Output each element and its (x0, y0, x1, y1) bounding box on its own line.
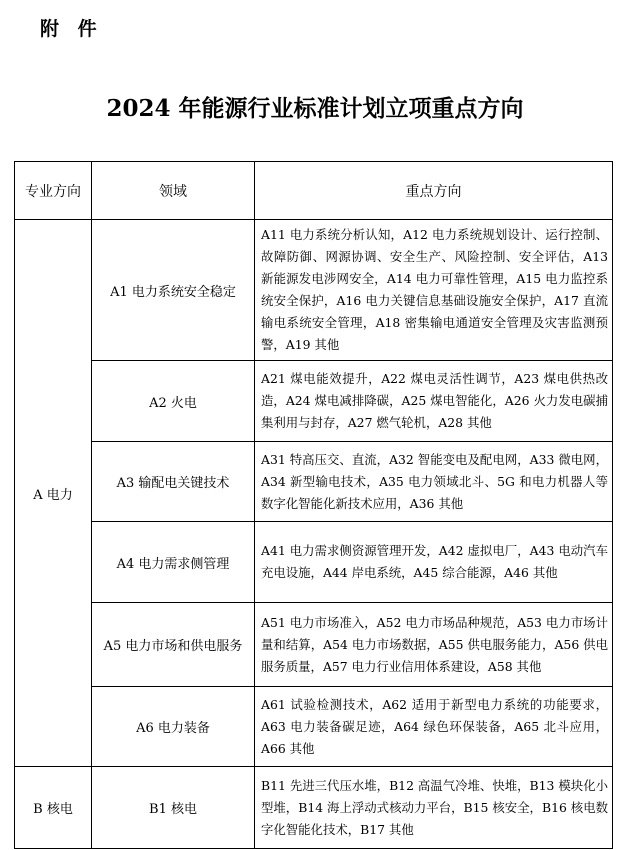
field-cell: A3 输配电关键技术 (92, 442, 255, 522)
focus-cell: A51 电力市场准入，A52 电力市场品种规范，A53 电力市场计量和结算，A54 电力市场数据，A55 供电服务能力，A56 供电服务质量，A57 电力行业信用体系建设，A58 其他 (255, 603, 613, 687)
field-cell: A4 电力需求侧管理 (92, 522, 255, 603)
field-cell: A6 电力装备 (92, 687, 255, 767)
table-header-row (15, 162, 613, 220)
column-header-field: 领域 (92, 162, 255, 220)
field-cell: A2 火电 (92, 361, 255, 442)
table-row (15, 603, 613, 687)
focus-cell: A41 电力需求侧资源管理开发，A42 虚拟电厂，A43 电动汽车充电设施，A44 岸电系统，A45 综合能源，A46 其他 (255, 522, 613, 603)
focus-cell: A31 特高压交、直流，A32 智能变电及配电网，A33 微电网，A34 新型输电技术，A35 电力领域北斗、5G 和电力机器人等数字化智能化新技术应用，A36 其他 (255, 442, 613, 522)
field-cell: A1 电力系统安全稳定 (92, 220, 255, 361)
major-cell: A 电力 (15, 220, 92, 767)
table-row (15, 522, 613, 603)
focus-cell: B11 先进三代压水堆，B12 高温气冷堆、快堆，B13 模块化小型堆，B14 海上浮动式核动力平台，B15 核安全，B16 核电数字化智能化技术，B17 其他 (255, 767, 613, 849)
column-header-focus: 重点方向 (255, 162, 613, 220)
standards-table (14, 161, 613, 849)
table-row (15, 442, 613, 522)
field-cell: A5 电力市场和供电服务 (92, 603, 255, 687)
table-row (15, 220, 613, 361)
attachment-label: 附 件 (40, 18, 103, 40)
table-row (15, 687, 613, 767)
table-row (15, 361, 613, 442)
major-cell: B 核电 (15, 767, 92, 849)
focus-cell: A11 电力系统分析认知，A12 电力系统规划设计、运行控制、故障防御、网源协调、安全生产、风险控制、安全评估，A13 新能源发电涉网安全，A14 电力可靠性管理，A15 电力监控系统安全保护，A16 电力关键信息基础设施安全保护，A17 直流输电系统安全管理，A18 密集输电通道安全管理及灾害监测预警，A19 其他 (255, 220, 613, 361)
focus-cell: A61 试验检测技术，A62 适用于新型电力系统的功能要求，A63 电力装备碳足迹，A64 绿色环保装备，A65 北斗应用，A66 其他 (255, 687, 613, 767)
table-row (15, 767, 613, 849)
focus-cell: A21 煤电能效提升，A22 煤电灵活性调节，A23 煤电供热改造，A24 煤电减排降碳，A25 煤电智能化，A26 火力发电碳捕集利用与封存，A27 燃气轮机，A28 其他 (255, 361, 613, 442)
document-title: 2024 年能源行业标准计划立项重点方向 (106, 95, 524, 122)
field-cell: B1 核电 (92, 767, 255, 849)
column-header-major: 专业方向 (15, 162, 92, 220)
